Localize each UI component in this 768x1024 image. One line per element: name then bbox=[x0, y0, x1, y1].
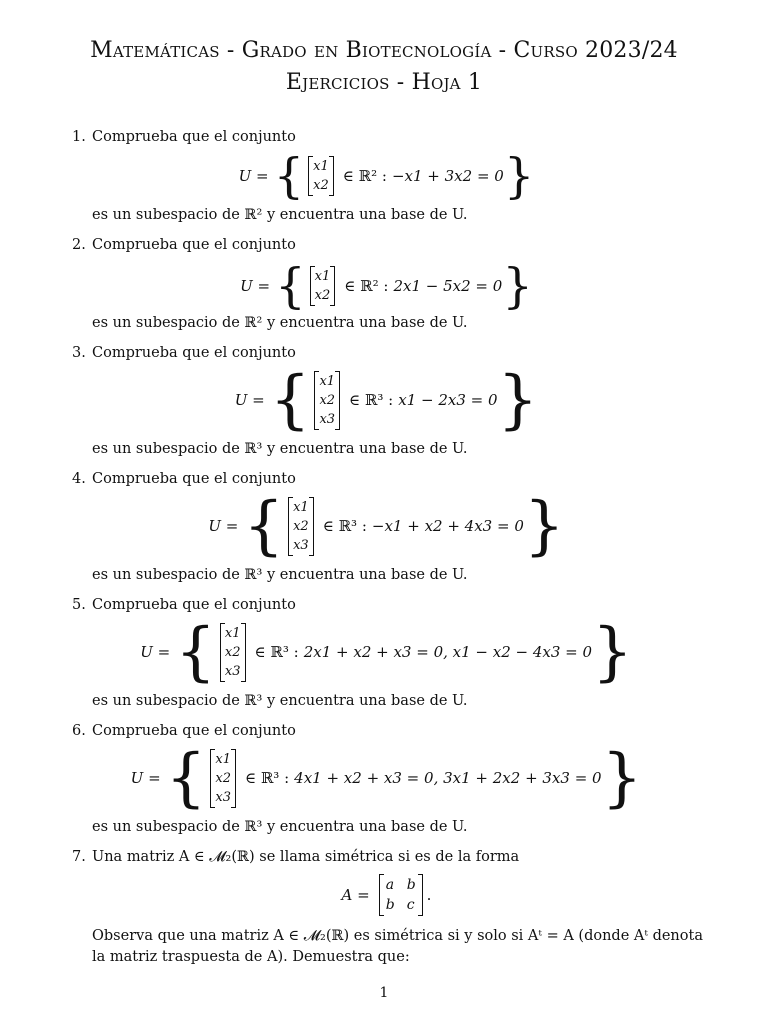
set-equation bbox=[0, 148, 768, 204]
exercise-outro: es un subespacio de ℝ² y encuentra una base de U. bbox=[92, 207, 468, 223]
right-brace: } bbox=[523, 489, 565, 563]
right-brace: } bbox=[497, 363, 539, 437]
right-brace: } bbox=[592, 615, 633, 689]
exercise-number: 2. bbox=[72, 237, 86, 253]
set-equation bbox=[0, 489, 768, 563]
page-title: Matemáticas - Grado en Biotecnología - Curso 2023/24 bbox=[90, 38, 678, 63]
set-membership: ∈ ℝ³ : bbox=[254, 643, 299, 661]
set-membership: ∈ ℝ³ : bbox=[244, 769, 290, 787]
exercise-number: 6. bbox=[72, 723, 86, 739]
right-brace: } bbox=[503, 148, 535, 204]
page-subtitle: Ejercicios - Hoja 1 bbox=[285, 70, 483, 95]
set-lhs: U = bbox=[130, 769, 161, 787]
set-condition: x1 − 2x3 = 0 bbox=[398, 391, 498, 409]
vector-component: x3 bbox=[319, 411, 336, 427]
exercise-outro: es un subespacio de ℝ³ y encuentra una base de U. bbox=[92, 693, 468, 709]
set-condition: 4x1 + x2 + x3 = 0, 3x1 + 2x2 + 3x3 = 0 bbox=[294, 769, 602, 787]
matrix-period: . bbox=[426, 886, 432, 904]
vector-component: x3 bbox=[293, 537, 309, 553]
symmetric-matrix bbox=[379, 874, 423, 916]
set-condition: 2x1 + x2 + x3 = 0, x1 − x2 − 4x3 = 0 bbox=[303, 643, 593, 661]
vector-component: x1 bbox=[319, 373, 336, 389]
exercise-intro: Una matriz A ∈ 𝓜₂(ℝ) se llama simétrica si es de la forma bbox=[92, 849, 520, 865]
matrix-entry: a bbox=[385, 877, 395, 893]
set-lhs: U = bbox=[140, 643, 171, 661]
vector-component: x1 bbox=[224, 625, 241, 641]
set-lhs: U = bbox=[238, 167, 269, 185]
exercise-intro: Comprueba que el conjunto bbox=[92, 471, 296, 487]
left-brace: { bbox=[273, 148, 305, 204]
matrix-entry: b bbox=[406, 877, 416, 893]
set-lhs: U = bbox=[208, 517, 239, 535]
vector-component: x1 bbox=[293, 499, 309, 515]
vector-component: x3 bbox=[224, 663, 241, 679]
column-vector bbox=[210, 749, 236, 808]
left-brace: { bbox=[243, 489, 285, 563]
column-vector bbox=[314, 371, 340, 430]
matrix-lhs: A = bbox=[341, 886, 370, 904]
exercise-paragraph: Observa que una matriz A ∈ 𝓜₂(ℝ) es simétrica si y solo si Aᵗ = A (donde Aᵗ denota la matriz traspuesta de A). Demuestra que: bbox=[92, 928, 703, 965]
exercise-number: 5. bbox=[72, 597, 86, 613]
matrix-equation bbox=[0, 874, 768, 916]
vector-component: x2 bbox=[314, 288, 331, 303]
set-membership: ∈ ℝ² : bbox=[344, 277, 389, 295]
exercise-intro: Comprueba que el conjunto bbox=[92, 345, 296, 361]
exercise-intro: Comprueba que el conjunto bbox=[92, 129, 296, 145]
column-vector bbox=[288, 497, 314, 556]
vector-component: x1 bbox=[314, 269, 331, 284]
set-equation bbox=[0, 258, 768, 314]
set-membership: ∈ ℝ² : bbox=[342, 167, 387, 185]
column-vector bbox=[308, 156, 334, 196]
vector-component: x1 bbox=[215, 751, 231, 767]
column-vector bbox=[310, 266, 336, 306]
vector-component: x2 bbox=[319, 392, 336, 408]
vector-component: x2 bbox=[313, 178, 329, 193]
left-brace: { bbox=[165, 741, 207, 815]
set-equation bbox=[0, 363, 768, 437]
exercise-intro: Comprueba que el conjunto bbox=[92, 723, 296, 739]
vector-component: x2 bbox=[224, 644, 241, 660]
exercise-outro: es un subespacio de ℝ³ y encuentra una base de U. bbox=[92, 819, 468, 835]
exercise-number: 7. bbox=[72, 849, 86, 865]
exercise-outro: es un subespacio de ℝ³ y encuentra una base de U. bbox=[92, 441, 468, 457]
vector-component: x1 bbox=[313, 159, 329, 174]
column-vector bbox=[220, 623, 246, 682]
exercise-number: 3. bbox=[72, 345, 86, 361]
right-brace: } bbox=[502, 258, 533, 314]
vector-component: x2 bbox=[215, 770, 231, 786]
set-membership: ∈ ℝ³ : bbox=[349, 391, 394, 409]
vector-component: x2 bbox=[293, 518, 309, 534]
set-equation bbox=[0, 741, 768, 815]
left-brace: { bbox=[275, 258, 306, 314]
exercise-number: 4. bbox=[72, 471, 86, 487]
left-brace: { bbox=[269, 363, 311, 437]
set-condition: −x1 + x2 + 4x3 = 0 bbox=[371, 517, 524, 535]
exercise-outro: es un subespacio de ℝ² y encuentra una base de U. bbox=[92, 315, 468, 331]
left-brace: { bbox=[175, 615, 216, 689]
set-condition: −x1 + 3x2 = 0 bbox=[391, 167, 504, 185]
set-equation bbox=[0, 615, 768, 689]
vector-component: x3 bbox=[215, 789, 231, 805]
exercise-intro: Comprueba que el conjunto bbox=[92, 597, 296, 613]
right-brace: } bbox=[601, 741, 643, 815]
set-condition: 2x1 − 5x2 = 0 bbox=[393, 277, 503, 295]
matrix-entry: c bbox=[406, 897, 415, 913]
set-lhs: U = bbox=[240, 277, 271, 295]
exercise-number: 1. bbox=[72, 129, 86, 145]
matrix-entry: b bbox=[385, 897, 395, 913]
exercise-outro: es un subespacio de ℝ³ y encuentra una base de U. bbox=[92, 567, 468, 583]
set-lhs: U = bbox=[234, 391, 265, 409]
set-membership: ∈ ℝ³ : bbox=[322, 517, 367, 535]
page-number: 1 bbox=[379, 985, 389, 1001]
exercise-intro: Comprueba que el conjunto bbox=[92, 237, 296, 253]
